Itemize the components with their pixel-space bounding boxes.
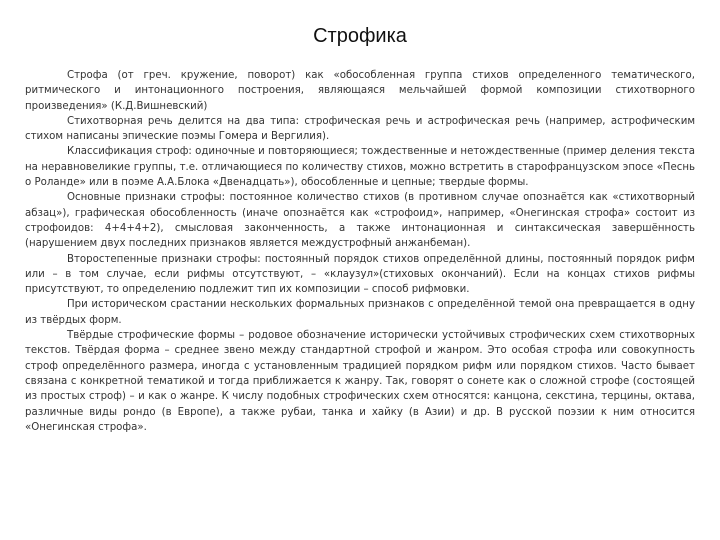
paragraph-main-features: Основные признаки строфы: постоянное количество стихов (в противном случае опознаётся как «стихотворный абзац»), графическая обособленность (иначе опознаётся как «строфоид», например, «Онегинская строфа» состоит из строфоидов: 4+4+4+2), смысловая законченность, а также интонационная и синтаксическая завершённость (нарушением двух последних признаков является междустрофный анжанбеман). <box>25 192 695 250</box>
paragraph-classification: Классификация строф: одиночные и повторяющиеся; тождественные и нетождественные (пример деления текста на неравновеликие группы, т.е. отличающиеся по количеству стихов, можно встретить в старофранцузском эпосе «Песнь о Роланде» или в поэме А.А.Блока «Двенадцать»), обособленные и цепные; твердые формы. <box>25 146 695 189</box>
paragraph-speech-types: Стихотворная речь делится на два типа: строфическая речь и астрофическая речь (например, астрофическим стихом написаны эпические поэмы Гомера и Вергилия). <box>25 115 695 143</box>
paragraph-fixed-forms: Твёрдые строфические формы – родовое обозначение исторически устойчивых строфических схем стихотворных текстов. Твёрдая форма – среднее звено между стандартной строфой и жанром. Это особая строфа или совокупность строф определённого размера, иногда с установленным традицией порядком рифм или порядком стихов. Часто бывает связана с конкретной тематикой и тогда приближается к жанру. Так, говорят о сонете как о сложной строфе (состоящей из простых строф) – и как о жанре. К числу подобных строфических схем относятся: канцона, секстина, терцины, октава, различные виды рондо (в Европе), а также рубаи, танка и хайку (в Азии) и др. В русской поэзии к ним относится «Онегинская строфа». <box>25 330 695 433</box>
paragraph-secondary-features: Второстепенные признаки строфы: постоянный порядок стихов определённой длины, постоянный порядок рифм или – в том случае, если рифмы отсутствуют, – «клаузул»(стиховых окончаний). Если на концах стихов рифмы присутствуют, то определению подлежит тип их композиции – способ рифмовки. <box>25 253 695 296</box>
paragraph-fixed-forms-origin: При историческом срастании нескольких формальных признаков с определённой темой она превращается в одну из твёрдых форм. <box>25 299 695 326</box>
page-title: Строфика <box>313 25 407 47</box>
paragraph-stanza-definition: Строфа (от греч. кружение, поворот) как «обособленная группа стихов определенного тематического, ритмического и интонационного построения, являющаяся мельчайшей формой композиции стихотворного произведения» (К.Д.Вишневский) <box>25 70 695 112</box>
body-text <box>25 68 695 435</box>
